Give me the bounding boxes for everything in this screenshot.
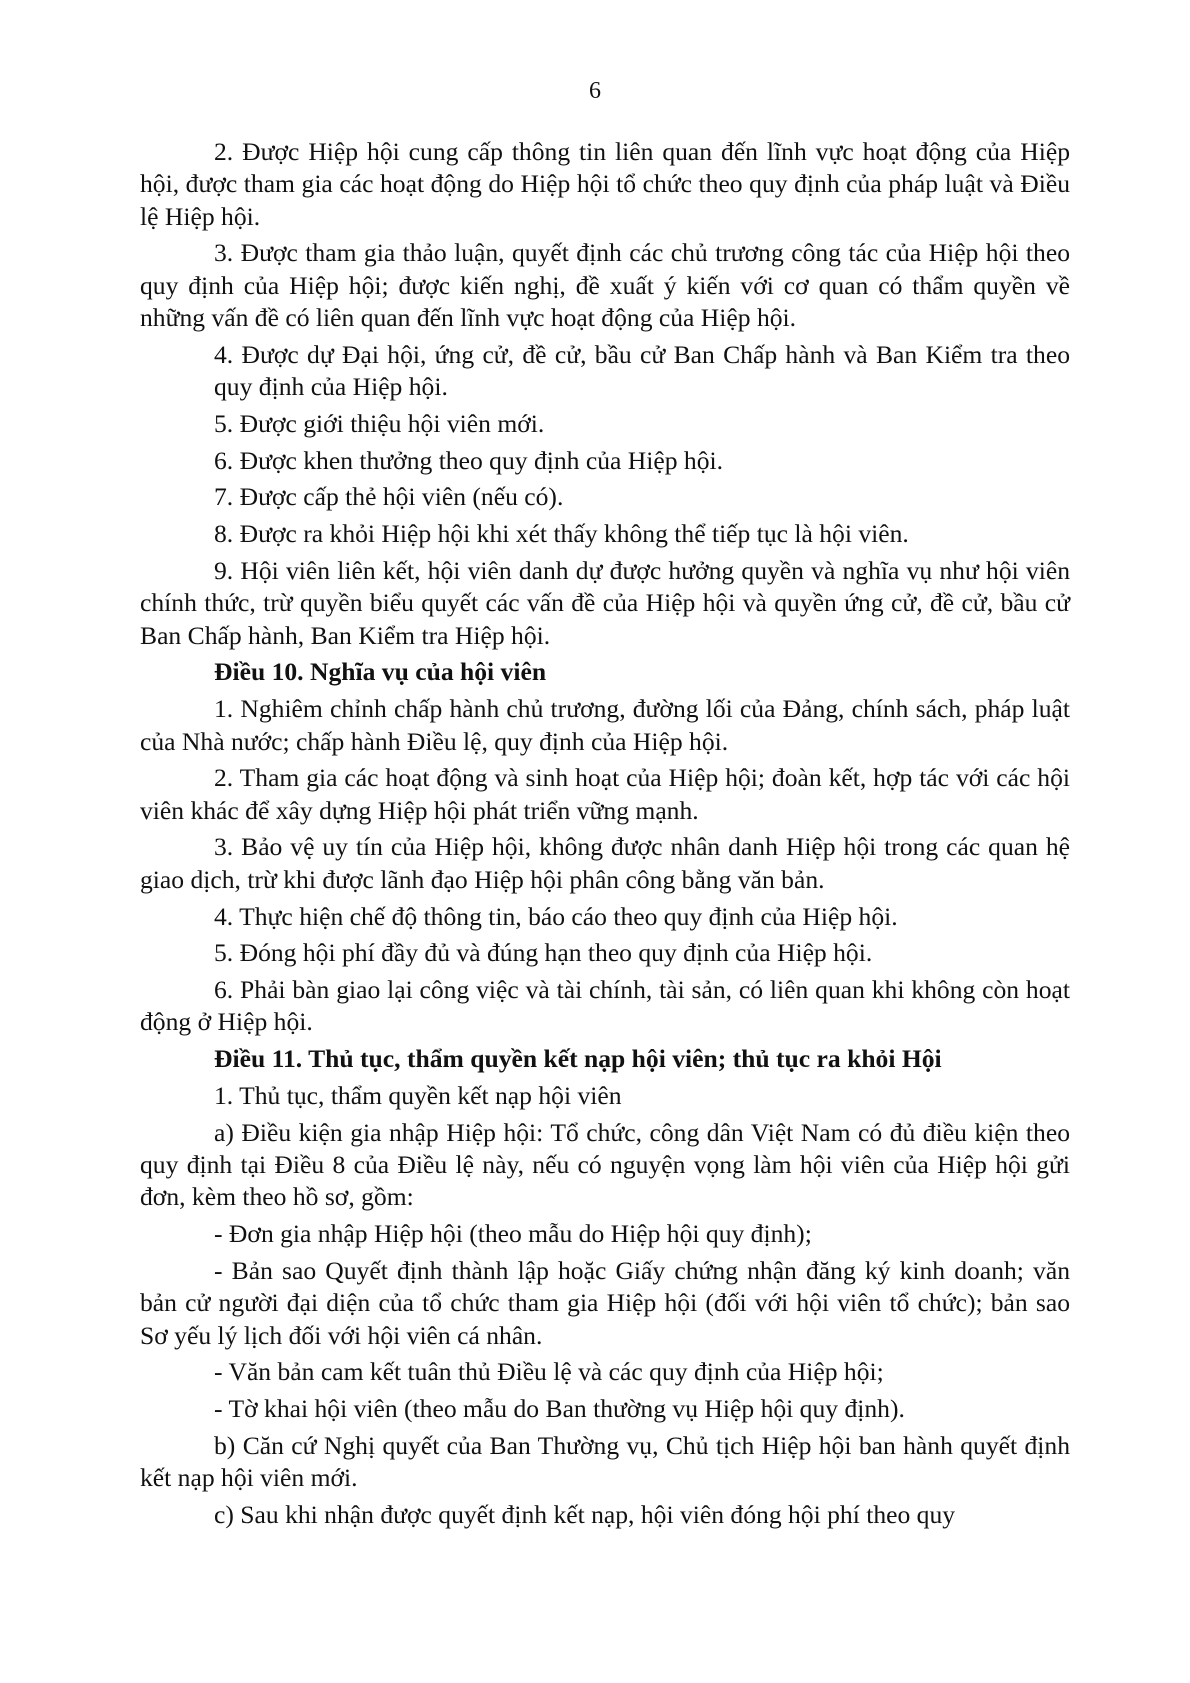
paragraph: 6. Phải bàn giao lại công việc và tài chính, tài sản, có liên quan khi không còn hoạt động ở Hiệp hội. (140, 975, 1070, 1037)
paragraph: 6. Được khen thưởng theo quy định của Hiệp hội. (214, 445, 724, 475)
paragraph: - Bản sao Quyết định thành lập hoặc Giấy chứng nhận đăng ký kinh doanh; văn bản cử người đại diện của tổ chức tham gia Hiệp hội (đối với hội viên tổ chức); bản sao Sơ yếu lý lịch đối với hội viên cá nhân. (140, 1256, 1070, 1350)
paragraph: b) Căn cứ Nghị quyết của Ban Thường vụ, Chủ tịch Hiệp hội ban hành quyết định kết nạp hội viên mới. (140, 1430, 1070, 1493)
paragraph: 3. Bảo vệ uy tín của Hiệp hội, không được nhân danh Hiệp hội trong các quan hệ giao dịch, trừ khi được lãnh đạo Hiệp hội phân công bằng văn bản. (140, 832, 1070, 894)
paragraph: c) Sau khi nhận được quyết định kết nạp, hội viên đóng hội phí theo quy (214, 1500, 956, 1530)
paragraph: 2. Được Hiệp hội cung cấp thông tin liên quan đến lĩnh vực hoạt động của Hiệp hội, được tham gia các hoạt động do Hiệp hội tổ chức theo quy định của pháp luật và Điều lệ Hiệp hội. (140, 137, 1070, 231)
paragraph: 9. Hội viên liên kết, hội viên danh dự được hưởng quyền và nghĩa vụ như hội viên chính thức, trừ quyền biểu quyết các vấn đề của Hiệp hội và quyền ứng cử, đề cử, bầu cử Ban Chấp hành, Ban Kiểm tra Hiệp hội. (140, 556, 1070, 650)
paragraph: - Văn bản cam kết tuân thủ Điều lệ và các quy định của Hiệp hội; (214, 1357, 884, 1387)
paragraph: 7. Được cấp thẻ hội viên (nếu có). (214, 482, 564, 512)
paragraph: - Đơn gia nhập Hiệp hội (theo mẫu do Hiệp hội quy định); (214, 1219, 812, 1249)
paragraph: 2. Tham gia các hoạt động và sinh hoạt của Hiệp hội; đoàn kết, hợp tác với các hội viên khác để xây dựng Hiệp hội phát triển vững mạnh. (140, 763, 1070, 825)
paragraph: 3. Được tham gia thảo luận, quyết định các chủ trương công tác của Hiệp hội theo quy định của Hiệp hội; được kiến nghị, đề xuất ý kiến với cơ quan có thẩm quyền về những vấn đề có liên quan đến lĩnh vực hoạt động của Hiệp hội. (140, 238, 1070, 332)
paragraph: 4. Thực hiện chế độ thông tin, báo cáo theo quy định của Hiệp hội. (214, 901, 898, 931)
paragraph: a) Điều kiện gia nhập Hiệp hội: Tổ chức, công dân Việt Nam có đủ điều kiện theo quy định tại Điều 8 của Điều lệ này, nếu có nguyện vọng làm hội viên của Hiệp hội gửi đơn, kèm theo hồ sơ, gồm: (140, 1117, 1070, 1212)
page-number: 6 (589, 78, 601, 104)
document-body (140, 136, 1070, 1536)
paragraph: 4. Được dự Đại hội, ứng cử, đề cử, bầu cử Ban Chấp hành và Ban Kiểm tra theo quy định của Hiệp hội. (214, 339, 1070, 402)
article-heading: Điều 10. Nghĩa vụ của hội viên (214, 657, 547, 687)
paragraph: 1. Thủ tục, thẩm quyền kết nạp hội viên (214, 1081, 622, 1111)
paragraph: - Tờ khai hội viên (theo mẫu do Ban thường vụ Hiệp hội quy định). (214, 1394, 905, 1424)
paragraph: 8. Được ra khỏi Hiệp hội khi xét thấy không thể tiếp tục là hội viên. (214, 519, 909, 549)
article-heading: Điều 11. Thủ tục, thẩm quyền kết nạp hội viên; thủ tục ra khỏi Hội (214, 1044, 942, 1074)
paragraph: 5. Được giới thiệu hội viên mới. (214, 408, 545, 438)
paragraph: 5. Đóng hội phí đầy đủ và đúng hạn theo quy định của Hiệp hội. (214, 938, 873, 968)
paragraph: 1. Nghiêm chỉnh chấp hành chủ trương, đường lối của Đảng, chính sách, pháp luật của Nhà nước; chấp hành Điều lệ, quy định của Hiệp hội. (140, 694, 1070, 756)
